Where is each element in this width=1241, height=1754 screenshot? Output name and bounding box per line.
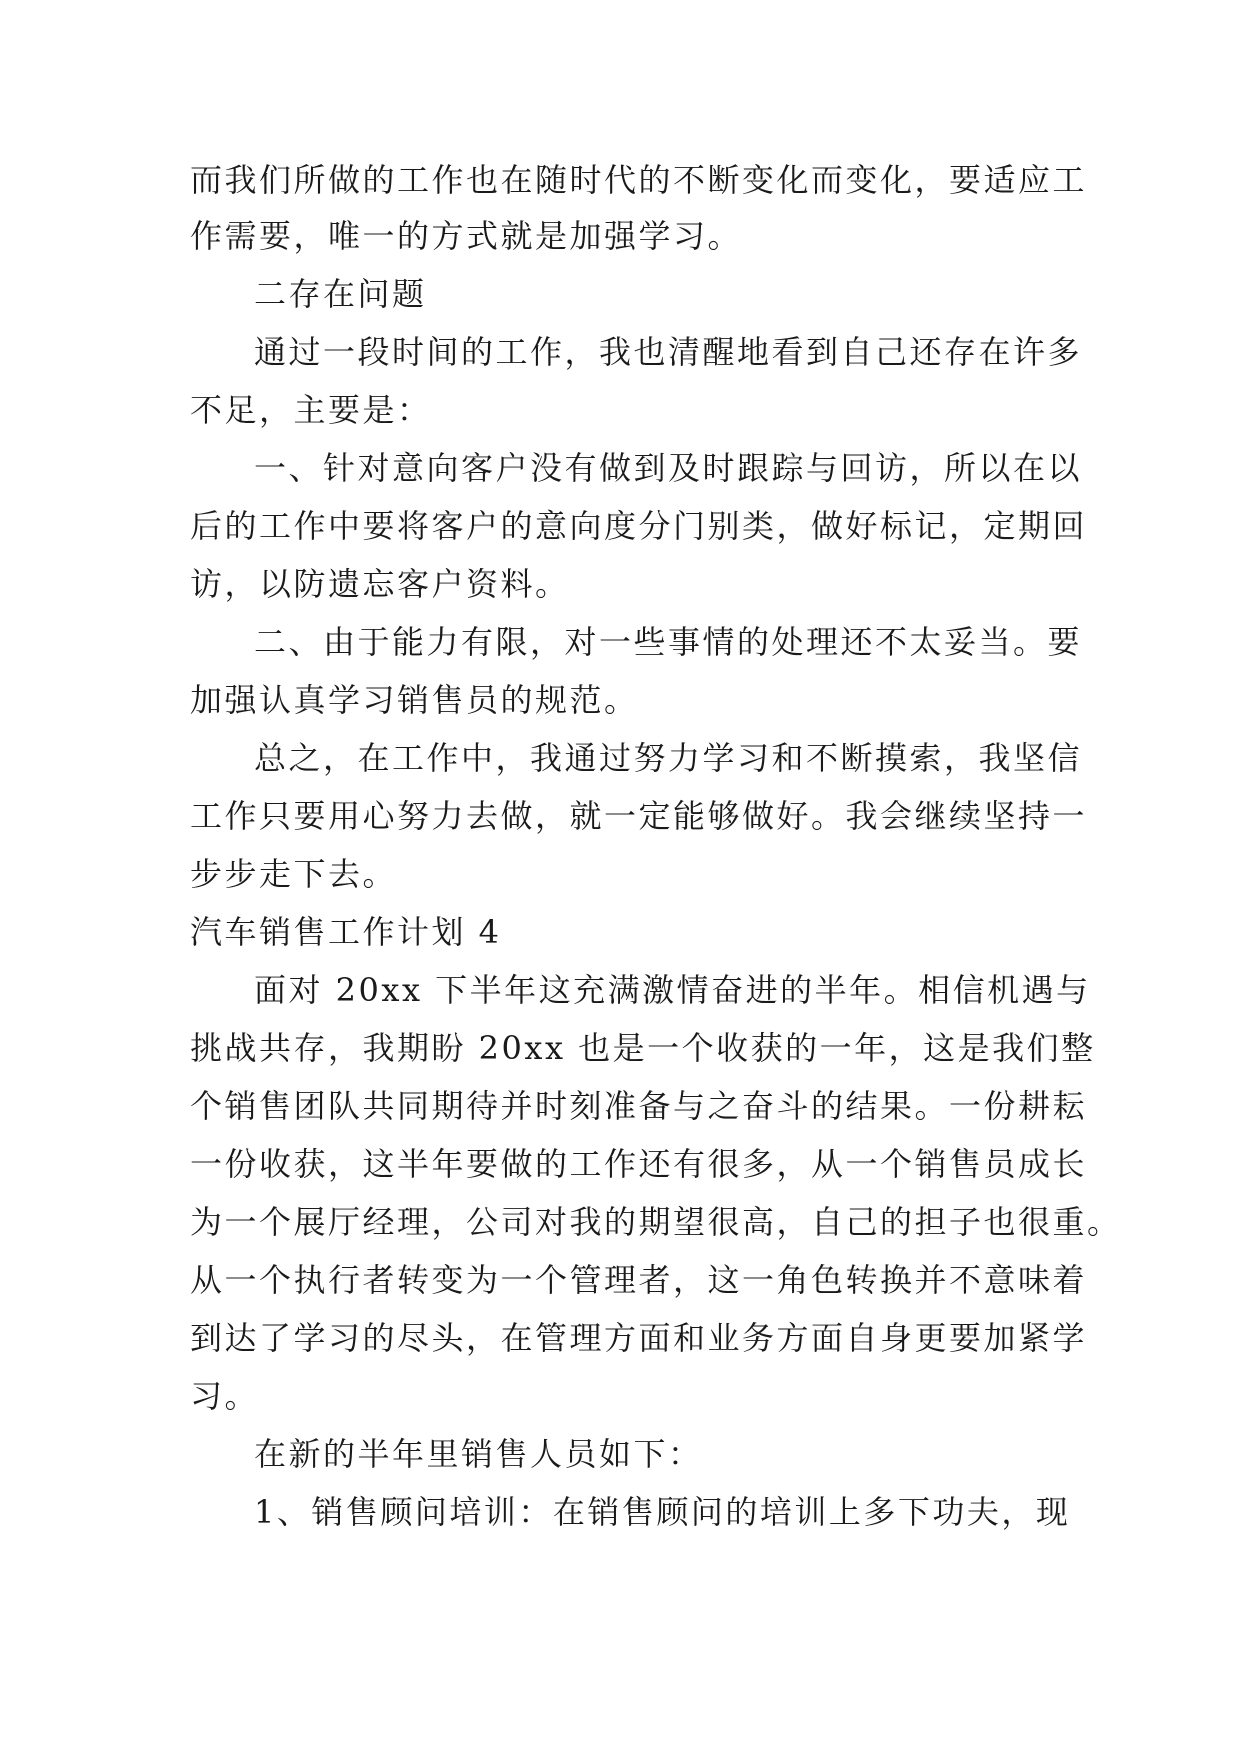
list-item-line: 加强认真学习销售员的规范。 (190, 681, 639, 719)
body-text-line: 而我们所做的工作也在随时代的不断变化而变化，要适应工 (190, 161, 1088, 199)
body-text-line: 不足，主要是： (190, 391, 432, 429)
body-text-line: 在新的半年里销售人员如下： (254, 1435, 703, 1473)
body-text-line: 通过一段时间的工作，我也清醒地看到自己还存在许多 (254, 333, 1083, 371)
body-text-line: 从一个执行者转变为一个管理者，这一角色转换并不意味着 (190, 1261, 1088, 1299)
body-text-line: 习。 (190, 1377, 260, 1415)
list-item-line: 1、销售顾问培训：在销售顾问的培训上多下功夫，现 (254, 1493, 1071, 1531)
section-heading-problems: 二存在问题 (254, 275, 427, 313)
body-text-line: 个销售团队共同期待并时刻准备与之奋斗的结果。一份耕耘 (190, 1087, 1088, 1125)
body-text-line: 步步走下去。 (190, 855, 398, 893)
body-text-line: 为一个展厅经理，公司对我的期望很高，自己的担子也很重。 (190, 1203, 1122, 1241)
body-text-line: 工作只要用心努力去做，就一定能够做好。我会继续坚持一 (190, 797, 1088, 835)
body-text-line: 到达了学习的尽头，在管理方面和业务方面自身更要加紧学 (190, 1319, 1088, 1357)
list-item-line: 后的工作中要将客户的意向度分门别类，做好标记，定期回 (190, 507, 1088, 545)
body-text-line: 总之，在工作中，我通过努力学习和不断摸索，我坚信 (254, 739, 1083, 777)
body-text-line: 作需要，唯一的方式就是加强学习。 (190, 217, 743, 255)
section-title-plan-4: 汽车销售工作计划 4 (190, 913, 502, 951)
body-text-line: 面对 20xx 下半年这充满激情奋进的半年。相信机遇与 (254, 971, 1091, 1009)
body-text-line: 挑战共存，我期盼 20xx 也是一个收获的一年，这是我们整 (190, 1029, 1096, 1067)
list-item-line: 二、由于能力有限，对一些事情的处理还不太妥当。要 (254, 623, 1083, 661)
list-item-line: 访，以防遗忘客户资料。 (190, 565, 570, 603)
body-text-line: 一份收获，这半年要做的工作还有很多，从一个销售员成长 (190, 1145, 1088, 1183)
list-item-line: 一、针对意向客户没有做到及时跟踪与回访，所以在以 (254, 449, 1083, 487)
